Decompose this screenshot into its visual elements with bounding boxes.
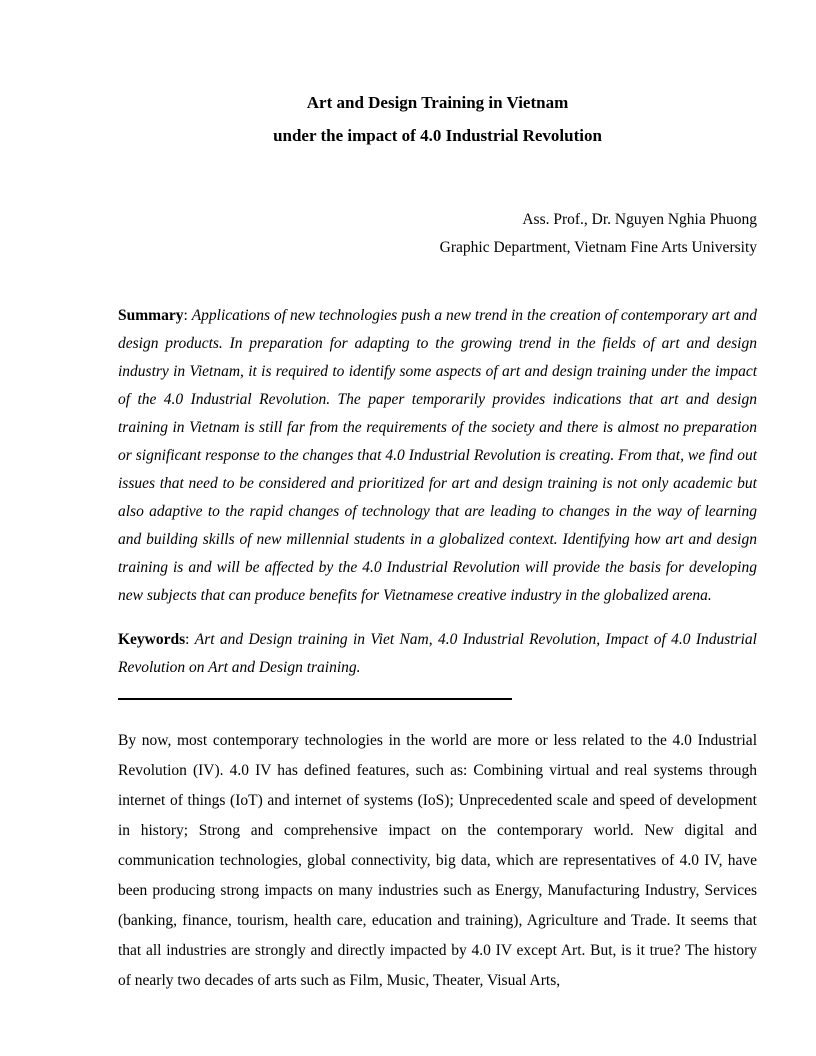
document-title-line-1: Art and Design Training in Vietnam [306, 93, 569, 112]
author-affiliation: Graphic Department, Vietnam Fine Arts University [439, 239, 757, 256]
author-block [118, 206, 757, 262]
document-title-line-2: under the impact of 4.0 Industrial Revolution [273, 126, 602, 145]
summary-separator: : [183, 307, 192, 324]
document-title [118, 86, 757, 152]
summary-paragraph [118, 302, 757, 610]
keywords-separator: : [185, 630, 195, 648]
summary-text: Applications of new technologies push a new trend in the creation of contemporary art and design products. In preparation for adapting to the growing trend in the fields of art and design industry in Vietnam, it is required to identify some aspects of art and design training under the impact of the 4.0 Industrial Revolution. The paper temporarily provides indications that art and design training in Vietnam is still far from the requirements of the society and there is almost no preparation or significant response to the changes that 4.0 Industrial Revolution is creating. From that, we find out issues that need to be considered and prioritized for art and design training is not only academic but also adaptive to the rapid changes of technology that are leading to changes in the way of learning and building skills of new millennial students in a globalized context. Identifying how art and design training is and will be affected by the 4.0 Industrial Revolution will provide the basis for developing new subjects that can produce benefits for Vietnamese creative industry in the globalized arena. [118, 307, 757, 604]
keywords-paragraph [118, 626, 757, 682]
body-paragraph: By now, most contemporary technologies in the world are more or less related to the 4.0 Industrial Revolution (IV). 4.0 IV has defined features, such as: Combining virtual and real systems through internet of things (IoT) and internet of systems (IoS); Unprecedented scale and speed of development in history; Strong and comprehensive impact on the contemporary world. New digital and communication technologies, global connectivity, big data, which are representatives of 4.0 IV, have been producing strong impacts on many industries such as Energy, Manufacturing Industry, Services (banking, finance, tourism, health care, education and training), Agriculture and Trade. It seems that that all industries are strongly and directly impacted by 4.0 IV except Art. But, is it true? The history of nearly two decades of arts such as Film, Music, Theater, Visual Arts, [118, 731, 757, 989]
keywords-text: Art and Design training in Viet Nam, 4.0 Industrial Revolution, Impact of 4.0 Industrial Revolution on Art and Design training. [118, 630, 757, 676]
author-name: Ass. Prof., Dr. Nguyen Nghia Phuong [522, 211, 757, 228]
footnote-separator-line [118, 698, 512, 700]
keywords-label: Keywords [118, 630, 186, 648]
summary-label: Summary [118, 307, 184, 324]
